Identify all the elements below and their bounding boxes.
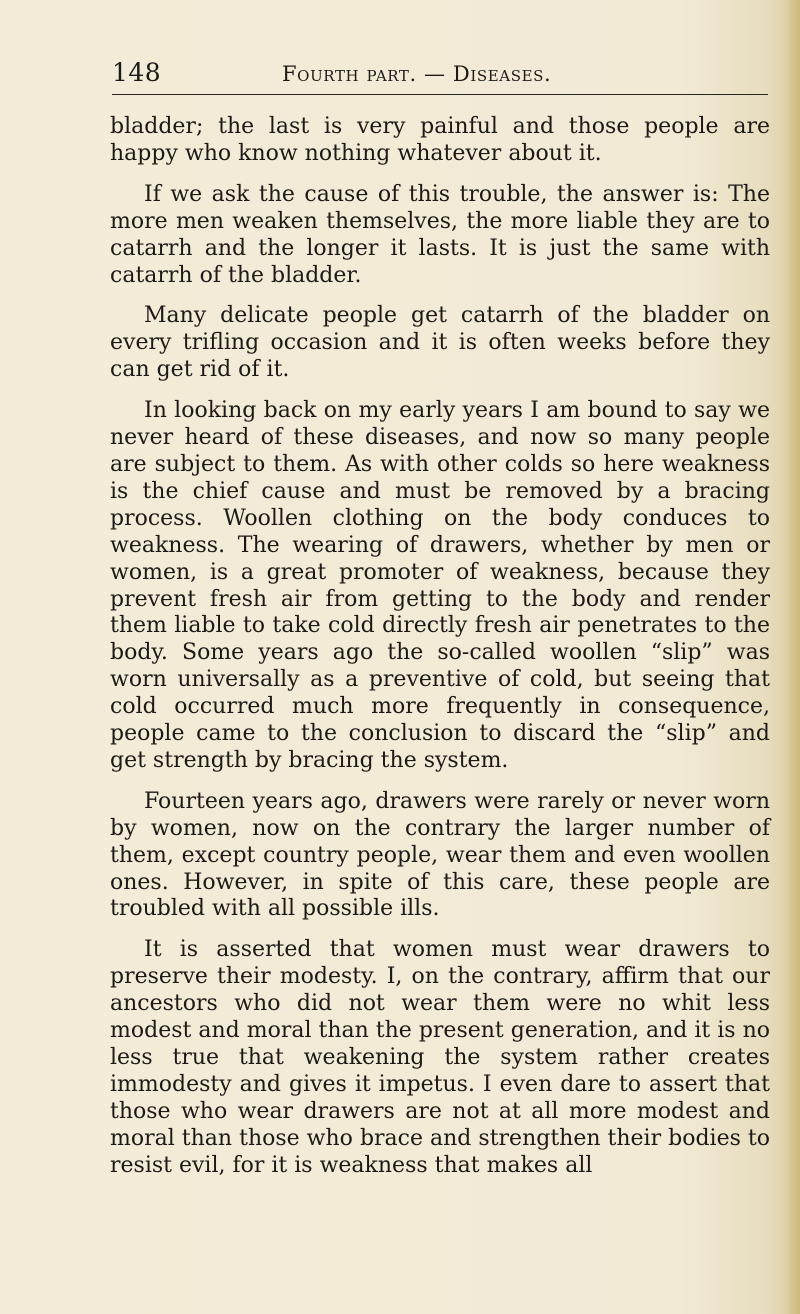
paragraph-5: Fourteen years ago, drawers were rarely or never worn by women, now on the contrary the larger number of them, except country people, wear them and even woollen ones. However, in spite of this care, these people are troubled with all possible ills. [110,788,770,922]
paragraph-6: It is asserted that women must wear drawers to preserve their modesty. I, on the contrary, affirm that our ancestors who did not wear them were no whit less modest and moral than the present generation, and it is no less true that weakening the system rather creates immodesty and gives it impetus. I even dare to assert that those who wear drawers are not at all more modest and moral than those who brace and strengthen their bodies to resist evil, for it is weakness that makes all [110,937,770,1178]
paragraph-3: Many delicate people get catarrh of the bladder on every trifling occasion and it is often weeks before they can get rid of it. [110,303,770,383]
paragraph-4: In looking back on my early years I am bound to say we never heard of these diseases, and now so many people are subject to them. As with other colds so here weakness is the chief cause and must be removed by a bracing process. Woollen clothing on the body conduces to weakness. The wearing of drawers, whether by men or women, is a great promoter of weakness, because they prevent fresh air from getting to the body and render them liable to take cold directly fresh air penetrates to the body. Some years ago the so-called woollen “slip” was worn universally as a preventive of cold, but seeing that cold occurred much more frequently in consequence, people came to the conclusion to discard the “slip” and get strength by bracing the system. [110,398,770,773]
paragraph-2: If we ask the cause of this trouble, the answer is: The more men weaken themselves, the more liable they are to catarrh and the longer it lasts. It is just the same with catarrh of the bladder. [110,181,770,288]
paragraph-1: bladder; the last is very painful and those people are happy who know nothing whatever about it. [110,114,770,166]
running-head: Fourth part. — Diseases. [282,62,552,86]
page-header [112,58,768,95]
page-body [110,114,770,1194]
page-number: 148 [112,58,162,87]
page-edge-shadow [786,0,800,1314]
